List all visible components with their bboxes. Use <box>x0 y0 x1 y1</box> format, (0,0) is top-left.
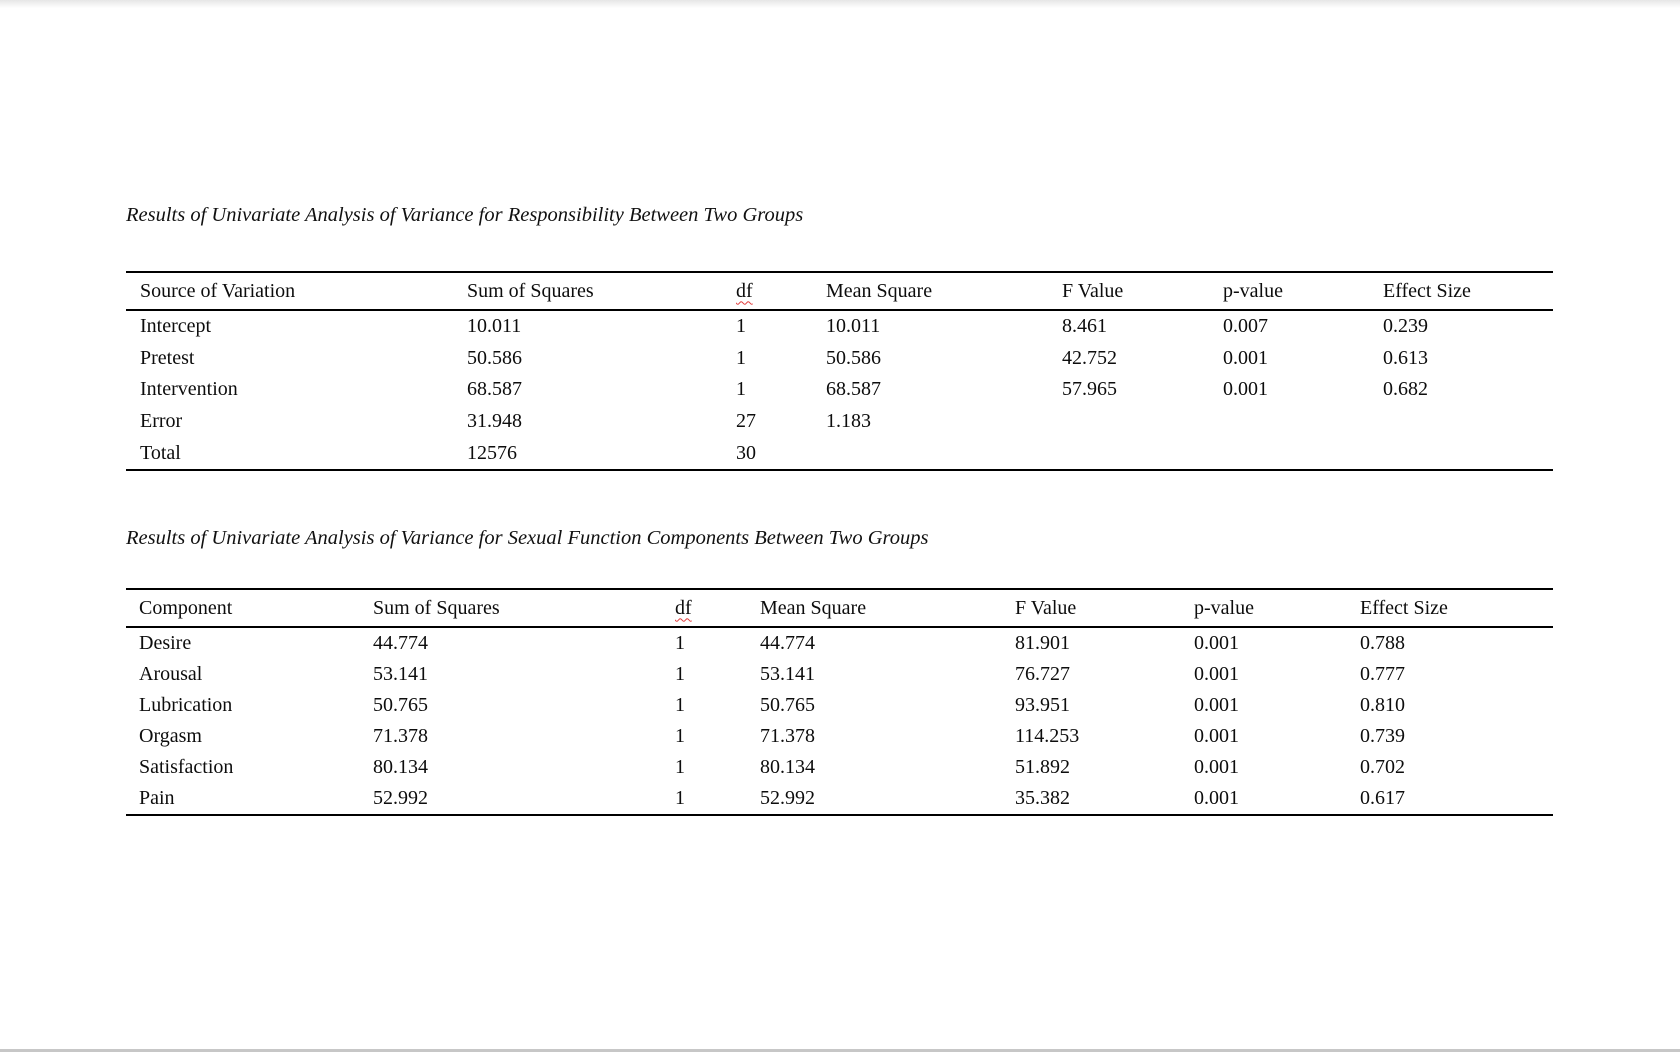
anova-table-sexual-function <box>126 588 1553 816</box>
value-cell[interactable]: 30 <box>736 441 756 464</box>
value-cell[interactable]: 27 <box>736 410 756 433</box>
table-row-pain <box>126 783 1553 814</box>
top-edge-shadow <box>0 0 1680 8</box>
column-header-label: df <box>736 279 753 302</box>
value-cell[interactable]: 1 <box>736 378 746 401</box>
column-header-component[interactable] <box>126 597 373 620</box>
row-label[interactable]: Orgasm <box>139 725 202 747</box>
value-cell[interactable]: 114.253 <box>1015 725 1080 747</box>
row-label[interactable]: Pretest <box>140 346 195 369</box>
column-header-label: F Value <box>1062 279 1124 302</box>
column-header-sum-of-squares[interactable] <box>467 280 736 303</box>
value-cell[interactable]: 0.001 <box>1194 632 1239 654</box>
row-label[interactable]: Pain <box>139 787 175 809</box>
value-cell[interactable]: 80.134 <box>760 756 815 778</box>
value-cell[interactable]: 31.948 <box>467 410 522 433</box>
table1-header-row <box>126 273 1553 311</box>
value-cell[interactable]: 57.965 <box>1062 378 1117 401</box>
value-cell[interactable]: 0.810 <box>1360 694 1405 716</box>
value-cell[interactable]: 52.992 <box>373 787 428 809</box>
value-cell[interactable]: 0.001 <box>1223 346 1268 369</box>
value-cell[interactable]: 0.001 <box>1194 787 1239 809</box>
column-header-p-value[interactable] <box>1223 280 1383 303</box>
value-cell[interactable]: 53.141 <box>760 663 815 685</box>
value-cell[interactable]: 8.461 <box>1062 315 1107 338</box>
table-row-error <box>126 406 1553 438</box>
value-cell[interactable]: 50.765 <box>760 694 815 716</box>
value-cell[interactable]: 1 <box>675 632 685 654</box>
value-cell[interactable]: 68.587 <box>467 378 522 401</box>
value-cell[interactable]: 0.001 <box>1223 378 1268 401</box>
row-label[interactable]: Total <box>140 441 181 464</box>
table-row-orgasm <box>126 721 1553 752</box>
value-cell[interactable]: 76.727 <box>1015 663 1070 685</box>
value-cell[interactable]: 0.001 <box>1194 756 1239 778</box>
column-header-mean-square[interactable] <box>760 597 1015 620</box>
column-header-label: Sum of Squares <box>373 596 500 619</box>
table-row-desire <box>126 628 1553 659</box>
value-cell[interactable]: 1 <box>675 725 685 747</box>
column-header-f-value[interactable] <box>1015 597 1194 620</box>
table-row-intervention <box>126 374 1553 406</box>
value-cell[interactable]: 1 <box>736 346 746 369</box>
value-cell[interactable]: 1 <box>675 663 685 685</box>
row-label[interactable]: Intervention <box>140 378 238 401</box>
table-row-satisfaction <box>126 752 1553 783</box>
table-row-total <box>126 437 1553 469</box>
value-cell[interactable]: 0.788 <box>1360 632 1405 654</box>
column-header-mean-square[interactable] <box>826 280 1062 303</box>
value-cell[interactable]: 50.586 <box>467 346 522 369</box>
value-cell[interactable]: 0.702 <box>1360 756 1405 778</box>
column-header-f-value[interactable] <box>1062 280 1223 303</box>
value-cell[interactable]: 1 <box>675 787 685 809</box>
column-header-sum-of-squares[interactable] <box>373 597 675 620</box>
value-cell[interactable]: 12576 <box>467 441 517 464</box>
value-cell[interactable]: 0.613 <box>1383 346 1428 369</box>
value-cell[interactable]: 1 <box>675 756 685 778</box>
value-cell[interactable]: 0.001 <box>1194 694 1239 716</box>
column-header-label: Effect Size <box>1360 596 1448 619</box>
value-cell[interactable]: 0.001 <box>1194 663 1239 685</box>
value-cell[interactable]: 10.011 <box>826 315 881 338</box>
value-cell[interactable]: 10.011 <box>467 315 522 338</box>
column-header-effect-size[interactable] <box>1360 597 1553 620</box>
value-cell[interactable]: 0.777 <box>1360 663 1405 685</box>
value-cell[interactable]: 35.382 <box>1015 787 1070 809</box>
value-cell[interactable]: 44.774 <box>373 632 428 654</box>
row-label[interactable]: Lubrication <box>139 694 233 716</box>
row-label[interactable]: Intercept <box>140 315 212 338</box>
value-cell[interactable]: 0.617 <box>1360 787 1405 809</box>
value-cell[interactable]: 0.739 <box>1360 725 1405 747</box>
anova-table-responsibility <box>126 271 1553 471</box>
value-cell[interactable]: 1 <box>675 694 685 716</box>
row-label[interactable]: Arousal <box>139 663 203 685</box>
table-row-intercept <box>126 311 1553 343</box>
value-cell[interactable]: 0.682 <box>1383 378 1428 401</box>
row-label[interactable]: Satisfaction <box>139 756 234 778</box>
table1-title[interactable]: Results of Univariate Analysis of Variance for Responsibility Between Two Groups <box>126 204 804 226</box>
column-header-label: p-value <box>1194 596 1254 619</box>
value-cell[interactable]: 53.141 <box>373 663 428 685</box>
value-cell[interactable]: 71.378 <box>373 725 428 747</box>
column-header-label: p-value <box>1223 279 1283 302</box>
value-cell[interactable]: 0.007 <box>1223 315 1268 338</box>
column-header-label: Sum of Squares <box>467 279 594 302</box>
value-cell[interactable]: 51.892 <box>1015 756 1070 778</box>
value-cell[interactable]: 50.765 <box>373 694 428 716</box>
table-row-pretest <box>126 343 1553 375</box>
column-header-effect-size[interactable] <box>1383 280 1553 303</box>
value-cell[interactable]: 93.951 <box>1015 694 1070 716</box>
value-cell[interactable]: 52.992 <box>760 787 815 809</box>
column-header-p-value[interactable] <box>1194 597 1360 620</box>
value-cell[interactable]: 71.378 <box>760 725 815 747</box>
table2-header-row <box>126 590 1553 628</box>
value-cell[interactable]: 68.587 <box>826 378 881 401</box>
table-row-arousal <box>126 659 1553 690</box>
column-header-label: Source of Variation <box>140 279 296 302</box>
column-header-label: Component <box>139 596 233 619</box>
value-cell[interactable]: 0.239 <box>1383 315 1428 338</box>
column-header-label: Mean Square <box>760 596 867 619</box>
row-label[interactable]: Desire <box>139 632 192 654</box>
column-header-df[interactable] <box>736 280 826 303</box>
value-cell[interactable]: 81.901 <box>1015 632 1070 654</box>
table2-body <box>126 628 1553 814</box>
value-cell[interactable]: 50.586 <box>826 346 881 369</box>
column-header-df[interactable] <box>675 597 760 620</box>
row-label[interactable]: Error <box>140 410 183 433</box>
column-header-label: df <box>675 596 692 619</box>
value-cell[interactable]: 0.001 <box>1194 725 1239 747</box>
column-header-label: Mean Square <box>826 279 933 302</box>
column-header-label: Effect Size <box>1383 279 1471 302</box>
value-cell[interactable]: 1.183 <box>826 410 871 433</box>
value-cell[interactable]: 1 <box>736 315 746 338</box>
column-header-source-of-variation[interactable] <box>126 280 467 303</box>
table1-body <box>126 311 1553 469</box>
value-cell[interactable]: 44.774 <box>760 632 815 654</box>
value-cell[interactable]: 80.134 <box>373 756 428 778</box>
table2-title[interactable]: Results of Univariate Analysis of Variance for Sexual Function Components Between Two Groups <box>126 527 929 549</box>
value-cell[interactable]: 42.752 <box>1062 346 1117 369</box>
column-header-label: F Value <box>1015 596 1077 619</box>
table-row-lubrication <box>126 690 1553 721</box>
